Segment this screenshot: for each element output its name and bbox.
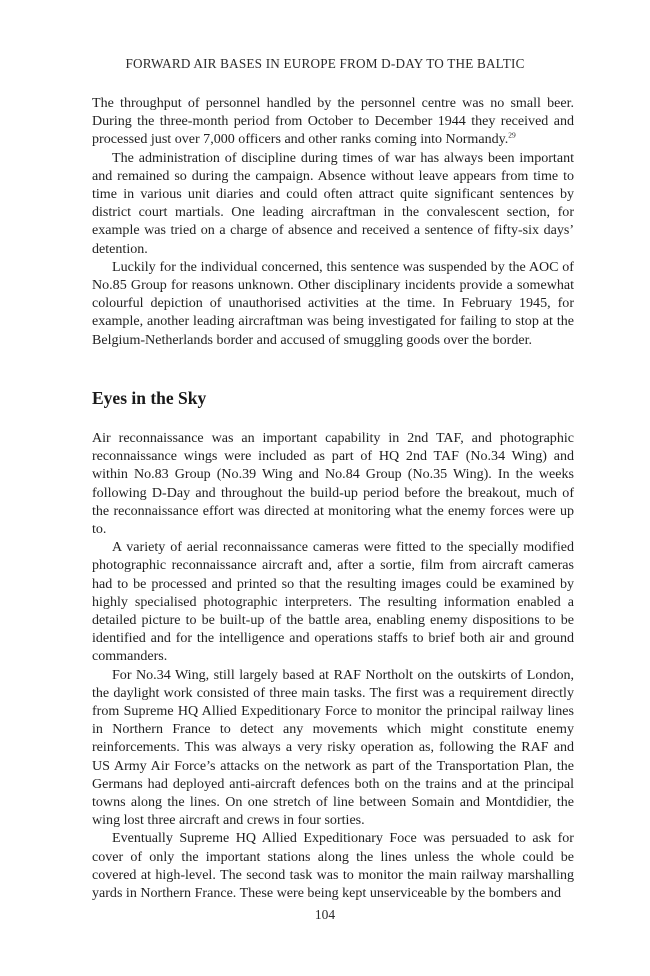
paragraph-eventually-supreme-hq: Eventually Supreme HQ Allied Expeditionary Foce was persuaded to ask for cover of only the important stations along the lines unless the whole could be covered at high-level. The second task was to monitor the main railway marshalling yards in Northern France. These were being kept unserviceable by the bombers and [92, 830, 574, 902]
footnote-marker: 29 [508, 130, 516, 140]
body-text-after-heading [92, 429, 574, 902]
page-number: 104 [314, 907, 336, 922]
paragraph-no34-wing: For No.34 Wing, still largely based at RAF Northolt on the outskirts of London, the daylight work consisted of three main tasks. The first was a requirement directly from Supreme HQ Allied Expeditionary Force to monitor the principal railway lines in Northern France to detect any movements which might constitute enemy reinforcements. This was always a very risky operation as, following the RAF and US Army Air Force’s attacks on the network as part of the Transportation Plan, the Germans had deployed anti-aircraft defences both on the trains and at the principal towns along the lines. On one stretch of line between Somain and Montdidier, the wing lost three aircraft and crews in four sorties. [92, 666, 574, 829]
paragraph-air-reconnaissance: Air reconnaissance was an important capability in 2nd TAF, and photographic reconnaissance wings were included as part of HQ 2nd TAF (No.34 Wing) and within No.83 Group (No.39 Wing and No.84 Group (No.35 Wing). In the weeks following D-Day and throughout the build-up period before the breakout, much of the reconnaissance effort was directed at monitoring what the enemy forces were up to. [92, 430, 574, 538]
paragraph-reconnaissance-cameras: A variety of aerial reconnaissance cameras were fitted to the specially modified photographic reconnaissance aircraft and, after a sortie, film from aircraft cameras had to be processed and printed so that the resulting images could be examined by highly specialised photographic interpreters. The resulting information enabled a detailed picture to be built-up of the battle area, enabling enemy dispositions to be identified and for the intelligence and operations staffs to brief both air and ground commanders. [92, 539, 574, 665]
running-head: FORWARD AIR BASES IN EUROPE FROM D-DAY TO THE BALTIC [125, 56, 525, 71]
paragraph-sentence-suspended: Luckily for the individual concerned, this sentence was suspended by the AOC of No.85 Group for reasons unknown. Other disciplinary incidents provide a somewhat colourful depiction of unauthorised activities at the time. In February 1945, for example, another leading aircraftman was being investigated for failing to stop at the Belgium-Netherlands border and accused of smuggling goods over the border. [92, 258, 574, 348]
paragraph-personnel-throughput [92, 94, 574, 149]
paragraph-discipline: The administration of discipline during times of war has always been important and remained so during the campaign. Absence without leave appears from time to time in various unit diaries and could often attract quite significant sentences by district court martials. One leading aircraftman in the convalescent section, for example was tried on a charge of absence and received a sentence of fifty-six days’ detention. [92, 149, 574, 257]
paragraph-text: The throughput of personnel handled by the personnel centre was no small beer. During the three-month period from October to December 1944 they received and processed just over 7,000 officers and other ranks coming into Normandy. [92, 95, 574, 148]
body-text-before-heading [92, 94, 574, 349]
section-heading: Eyes in the Sky [92, 388, 207, 408]
